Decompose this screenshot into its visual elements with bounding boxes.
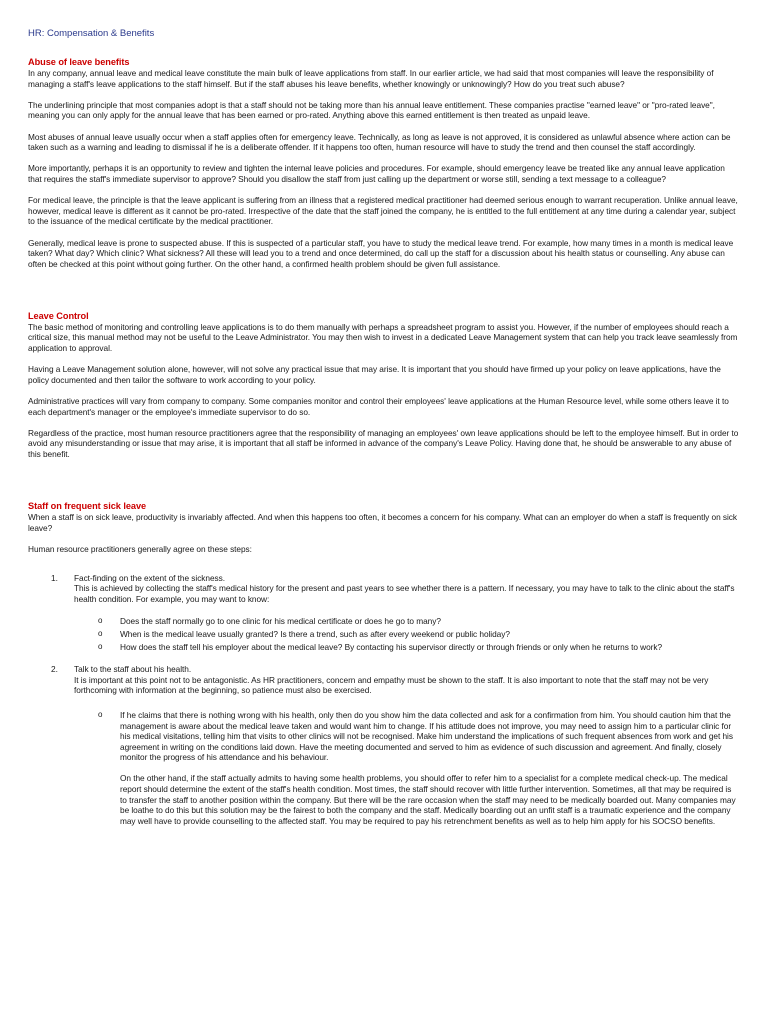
paragraph: Generally, medical leave is prone to suspected abuse. If this is suspected of a particular staff, you have to study the medical leave trend. For example, how many times in a month is medical leave taken? What day? Which clinic? What sickness? All these will lead you to a trend and once determined, do call up the staff for a discussion about his health status or counselling. Any abuse can often be checked at this point without going further. On the other hand, a confirmed health problem should be given full assistance. <box>28 237 734 269</box>
list-item <box>28 573 740 653</box>
step-title: Talk to the staff about his health. <box>74 664 192 675</box>
list-item <box>74 616 740 627</box>
sub-item-text: Does the staff normally go to one clinic for his medical certificate or does he go to many? <box>120 616 441 627</box>
list-item <box>74 629 740 640</box>
sub-item-text: How does the staff tell his employer about the medical leave? By contacting his supervisor directly or through friends or only when he returns to work? <box>120 641 663 652</box>
document-content <box>28 57 740 837</box>
sub-item-text: On the other hand, if the staff actually admits to having some health problems, you should offer to refer him to a specialist for a complete medical check-up. The medical report should determine the extent of the staff's health condition. Most times, the staff should recover with little further intervention. Sometimes, all that may be required is to transfer the staff to another position within the company. But there will be the rare occasion when the staff may need to be medically boarded out. Many companies may be loathe to do this but this solution may be the fairest to both the company and the staff. Medically boarding out an unfit staff is a traumatic experience and the company may well have to provide counselling to the affected staff. You may be required to pay his retrenchment benefits as well as to help him apply for his SOCSO benefits. <box>120 773 736 826</box>
paragraph: Having a Leave Management solution alone, however, will not solve any practical issue that may arise. It is important that you should have firmed up your policy on leave applications, have the policy documented and then tailor the software to work according to your policy. <box>28 364 721 385</box>
paragraph: Administrative practices will vary from company to company. Some companies monitor and control their employees' leave applications at the Human Resource level, while some others leave it to each department's manager or the employee's immediate supervisor to do so. <box>28 396 729 417</box>
paragraph: Most abuses of annual leave usually occur when a staff applies often for emergency leave. Technically, as long as leave is not approved, it is considered as unlawful absence where action can be taken such as a warning and leading to dismissal if he is a deliberate offender. If it happens too often, human resource will have to study the trend and then counsel the staff accordingly. <box>28 131 731 153</box>
document-title: HR: Compensation & Benefits <box>28 28 155 39</box>
paragraph: The underlining principle that most companies adopt is that a staff should not be taking more than his annual leave entitlement. These companies practise "earned leave" or "pro-rated leave", meaning you can only apply for the annual leave that has been earned or pro-rated. Anything above this earned entitlement is then treated as unpaid leave. <box>28 99 715 121</box>
circle-bullet-icon: o <box>98 641 103 651</box>
circle-bullet-icon: o <box>98 616 103 626</box>
section-leave-control <box>28 311 740 460</box>
paragraph: In any company, annual leave and medical leave constitute the main bulk of leave applications from staff. In our earlier article, we had said that most companies will leave the responsibility of managing a staff's leave applications to the staff himself. But if the staff abuses his leave benefits, whether knowingly or unknowingly? How do you treat such abuse? <box>28 68 714 89</box>
sub-item-text: If he claims that there is nothing wrong with his health, only then do you show him the data collected and ask for a confirmation from him. You should caution him that the management is aware about the medical leave taken and would want him to change. If his attitude does not improve, you may need to assign him to a particular clinic for his medical visitations, telling him that visits to other clinics will not be recognised. Make him understand the implications of such frequent absences from work and get his agreement in writing on the conditions laid down. Have the meeting documented and served to him as evidence of such discussion and agreement. And finally, closely monitor the progress of his attendance and his behaviour. <box>120 709 733 763</box>
section-heading: Leave Control <box>28 310 89 321</box>
steps-list <box>28 573 740 827</box>
section-abuse-of-leave <box>28 57 740 269</box>
paragraph: When a staff is on sick leave, productivity is invariably affected. And when this happens too often, it becomes a concern for his company. What can an employer do when a staff is frequently on sick leave? <box>28 512 737 533</box>
section-heading: Staff on frequent sick leave <box>28 501 147 512</box>
list-item <box>74 710 740 827</box>
paragraph: Regardless of the practice, most human resource practitioners agree that the responsibility of managing an employees' own leave applications should be left to the employee himself. But in order to avoid any misunderstanding or issue that may arise, it is important that all staff be informed in advance of the company's Leave Policy. Having done that, he should be answerable to any abuse of this benefit. <box>28 427 739 459</box>
step-number: 1. <box>51 572 58 583</box>
circle-bullet-icon: o <box>98 628 103 638</box>
step-number: 2. <box>51 664 58 675</box>
sub-list <box>74 616 740 652</box>
paragraph: The basic method of monitoring and controlling leave applications is to do them manually with perhaps a spreadsheet program to assist you. However, if the number of employees should reach a critical size, this manual method may not be useful to the Leave Administrator. You may then wish to invest in a dedicated Leave Management system that can help you track leave seamlessly from application to approval. <box>28 321 738 354</box>
section-spacer <box>28 280 740 311</box>
paragraph: More importantly, perhaps it is an opportunity to review and tighten the internal leave policies and procedures. For example, should emergency leave be treated like any annual leave application that requires the staff's immediate supervisor to approve? Should you disallow the staff from just calling up the department or worse still, sending a text message to a colleague? <box>28 163 725 184</box>
section-heading: Abuse of leave benefits <box>28 57 130 67</box>
list-item <box>74 642 740 653</box>
step-body: This is achieved by collecting the staff's medical history for the present and past years to see whether there is a pattern. If necessary, you may have to talk to the clinic about the staff's health condition. For example, you may want to know: <box>74 583 735 604</box>
section-frequent-sick-leave <box>28 501 740 826</box>
list-item <box>28 664 740 826</box>
circle-bullet-icon: o <box>98 709 103 719</box>
step-title: Fact-finding on the extent of the sickness. <box>74 572 225 583</box>
paragraph: For medical leave, the principle is that the leave applicant is suffering from an illness that a registered medical practitioner had deemed serious enough to warrant recuperation. Unlike annual leave, however, medical leave is different as it cannot be pro-rated. Irrespective of the date that the staff joined the company, he is entitled to the full entitlement at any time during a calendar year, subject to the issuance of the medical certificate by the medical practitioner. <box>28 195 738 227</box>
paragraph: Human resource practitioners generally agree on these steps: <box>28 543 252 554</box>
step-body: It is important at this point not to be antagonistic. As HR practitioners, concern and empathy must be shown to the staff. It is also important to note that the staff may not be very forthcoming with information at the beginning, so patience must also be exercised. <box>74 674 709 696</box>
section-spacer <box>28 470 740 501</box>
sub-item-text: When is the medical leave usually granted? Is there a trend, such as after every weekend or public holiday? <box>120 628 510 639</box>
sub-list <box>74 710 740 827</box>
